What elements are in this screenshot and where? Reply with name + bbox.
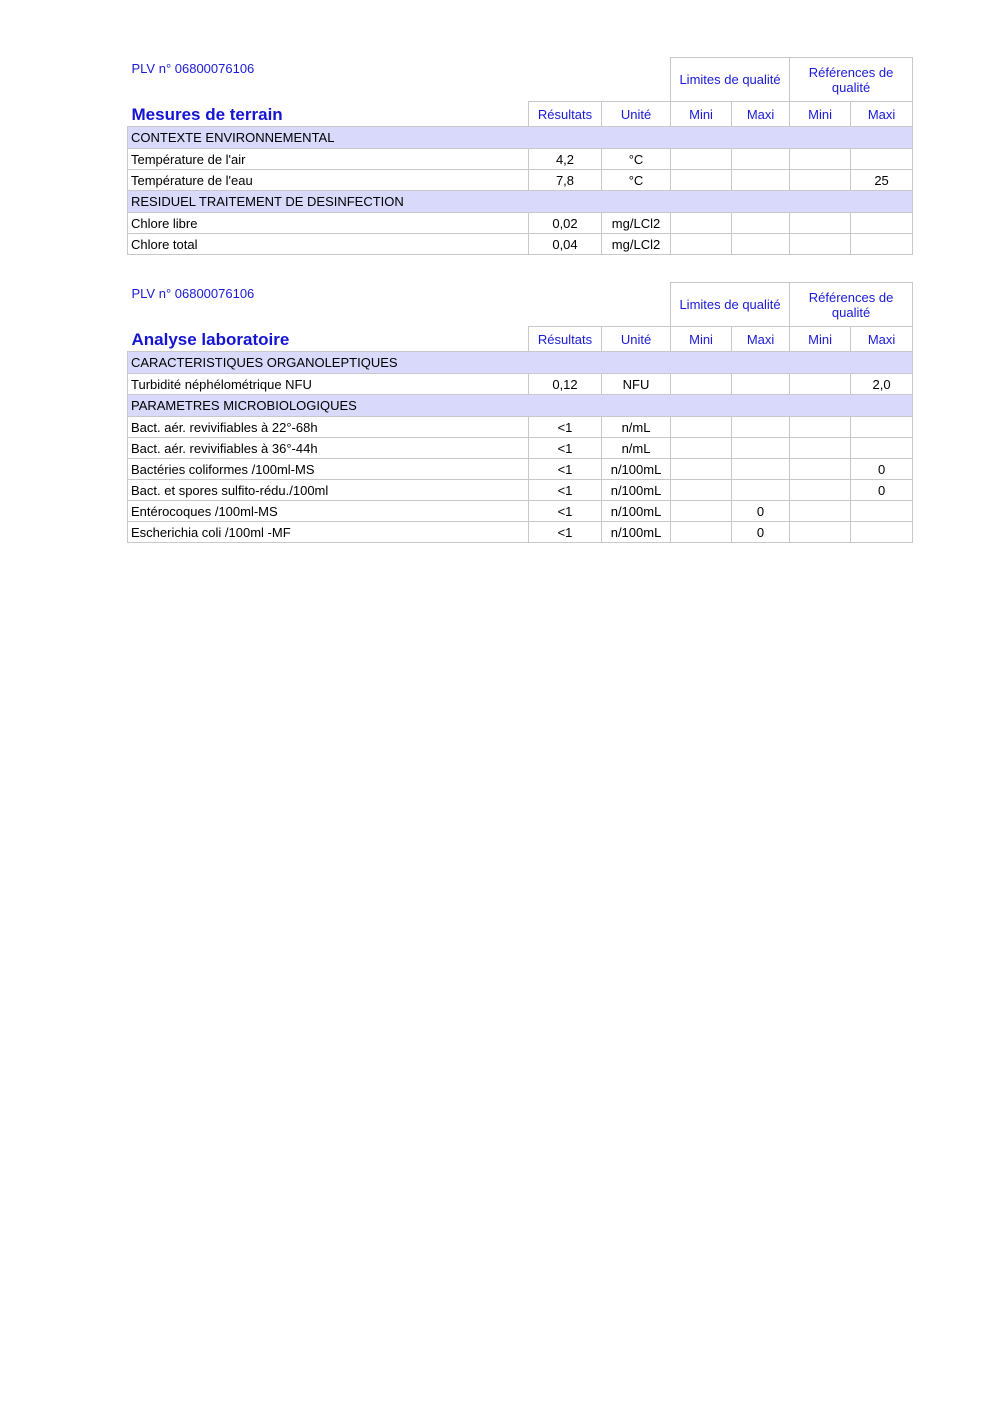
reference-min-value	[790, 480, 851, 501]
unit-value: n/100mL	[602, 522, 671, 543]
reference-min-column-header: Mini	[790, 327, 851, 352]
limit-min-value	[671, 417, 732, 438]
field-measurements-table	[127, 57, 913, 255]
limit-min-value	[671, 459, 732, 480]
limit-max-value	[732, 480, 790, 501]
limit-min-value	[671, 438, 732, 459]
result-value: 0,04	[529, 234, 602, 255]
result-value: <1	[529, 417, 602, 438]
result-value: <1	[529, 480, 602, 501]
limit-max-value: 0	[732, 522, 790, 543]
reference-min-value	[790, 459, 851, 480]
quality-references-header: Références de qualité	[790, 58, 913, 102]
limit-max-value	[732, 149, 790, 170]
unit-value: °C	[602, 149, 671, 170]
table-row	[128, 459, 913, 480]
result-value: 0,02	[529, 213, 602, 234]
reference-min-value	[790, 501, 851, 522]
reference-min-value	[790, 417, 851, 438]
table-row	[128, 234, 913, 255]
result-value: <1	[529, 522, 602, 543]
parameter-name: Température de l'eau	[128, 170, 529, 191]
results-column-header: Résultats	[529, 327, 602, 352]
reference-max-value: 2,0	[851, 374, 913, 395]
limit-min-value	[671, 149, 732, 170]
limit-max-value	[732, 374, 790, 395]
unit-value: n/mL	[602, 438, 671, 459]
parameter-name: Escherichia coli /100ml -MF	[128, 522, 529, 543]
unit-column-header: Unité	[602, 327, 671, 352]
result-value: 7,8	[529, 170, 602, 191]
results-column-header: Résultats	[529, 102, 602, 127]
reference-max-column-header: Maxi	[851, 327, 913, 352]
section-header-row	[128, 127, 913, 149]
result-value: 4,2	[529, 149, 602, 170]
table-row	[128, 417, 913, 438]
result-value: <1	[529, 459, 602, 480]
result-value: <1	[529, 438, 602, 459]
limit-min-value	[671, 234, 732, 255]
section-label: RESIDUEL TRAITEMENT DE DESINFECTION	[128, 191, 851, 213]
reference-max-value	[851, 438, 913, 459]
table-row	[128, 374, 913, 395]
result-value: <1	[529, 501, 602, 522]
lab-analysis-block	[127, 282, 912, 543]
limit-min-column-header: Mini	[671, 327, 732, 352]
reference-max-value: 25	[851, 170, 913, 191]
reference-min-value	[790, 234, 851, 255]
section-label: PARAMETRES MICROBIOLOGIQUES	[128, 395, 851, 417]
reference-min-value	[790, 149, 851, 170]
limit-max-value	[732, 234, 790, 255]
unit-value: n/100mL	[602, 459, 671, 480]
reference-max-value: 0	[851, 480, 913, 501]
limit-min-value	[671, 480, 732, 501]
unit-value: n/mL	[602, 417, 671, 438]
table-row	[128, 213, 913, 234]
plv-number: PLV n° 06800076106	[131, 60, 255, 76]
limit-min-value	[671, 170, 732, 191]
unit-value: n/100mL	[602, 501, 671, 522]
reference-max-value	[851, 417, 913, 438]
reference-min-value	[790, 522, 851, 543]
reference-max-value: 0	[851, 459, 913, 480]
reference-max-value	[851, 149, 913, 170]
reference-min-value	[790, 170, 851, 191]
reference-min-value	[790, 374, 851, 395]
parameter-name: Chlore total	[128, 234, 529, 255]
reference-min-value	[790, 438, 851, 459]
reference-max-value	[851, 501, 913, 522]
plv-number: PLV n° 06800076106	[131, 285, 255, 301]
limit-max-column-header: Maxi	[732, 327, 790, 352]
limit-min-value	[671, 501, 732, 522]
limit-max-value	[732, 213, 790, 234]
field-measurements-block	[127, 57, 912, 255]
limit-max-value	[732, 417, 790, 438]
section-label: CONTEXTE ENVIRONNEMENTAL	[128, 127, 851, 149]
reference-max-value	[851, 213, 913, 234]
reference-min-value	[790, 213, 851, 234]
limit-max-value: 0	[732, 501, 790, 522]
parameter-name: Chlore libre	[128, 213, 529, 234]
table-title: Analyse laboratoire	[131, 330, 290, 349]
table-row	[128, 170, 913, 191]
lab-analysis-table	[127, 282, 913, 543]
section-header-row	[128, 395, 913, 417]
table-row	[128, 480, 913, 501]
parameter-name: Bact. aér. revivifiables à 22°-68h	[128, 417, 529, 438]
limit-max-value	[732, 170, 790, 191]
limit-max-column-header: Maxi	[732, 102, 790, 127]
parameter-name: Bactéries coliformes /100ml-MS	[128, 459, 529, 480]
unit-value: mg/LCl2	[602, 234, 671, 255]
parameter-name: Entérocoques /100ml-MS	[128, 501, 529, 522]
limit-max-value	[732, 438, 790, 459]
unit-value: mg/LCl2	[602, 213, 671, 234]
unit-value: n/100mL	[602, 480, 671, 501]
reference-max-value	[851, 522, 913, 543]
reference-max-value	[851, 234, 913, 255]
unit-value: °C	[602, 170, 671, 191]
limit-min-value	[671, 522, 732, 543]
limit-min-value	[671, 374, 732, 395]
quality-limits-header: Limites de qualité	[671, 58, 790, 102]
quality-limits-header: Limites de qualité	[671, 283, 790, 327]
quality-references-header: Références de qualité	[790, 283, 913, 327]
section-header-row	[128, 191, 913, 213]
limit-min-column-header: Mini	[671, 102, 732, 127]
table-row	[128, 438, 913, 459]
parameter-name: Température de l'air	[128, 149, 529, 170]
reference-max-column-header: Maxi	[851, 102, 913, 127]
result-value: 0,12	[529, 374, 602, 395]
table-row	[128, 522, 913, 543]
table-row	[128, 149, 913, 170]
section-label: CARACTERISTIQUES ORGANOLEPTIQUES	[128, 352, 851, 374]
parameter-name: Turbidité néphélométrique NFU	[128, 374, 529, 395]
table-title: Mesures de terrain	[131, 105, 283, 124]
limit-max-value	[732, 459, 790, 480]
parameter-name: Bact. et spores sulfito-rédu./100ml	[128, 480, 529, 501]
unit-value: NFU	[602, 374, 671, 395]
unit-column-header: Unité	[602, 102, 671, 127]
reference-min-column-header: Mini	[790, 102, 851, 127]
table-row	[128, 501, 913, 522]
limit-min-value	[671, 213, 732, 234]
parameter-name: Bact. aér. revivifiables à 36°-44h	[128, 438, 529, 459]
section-header-row	[128, 352, 913, 374]
